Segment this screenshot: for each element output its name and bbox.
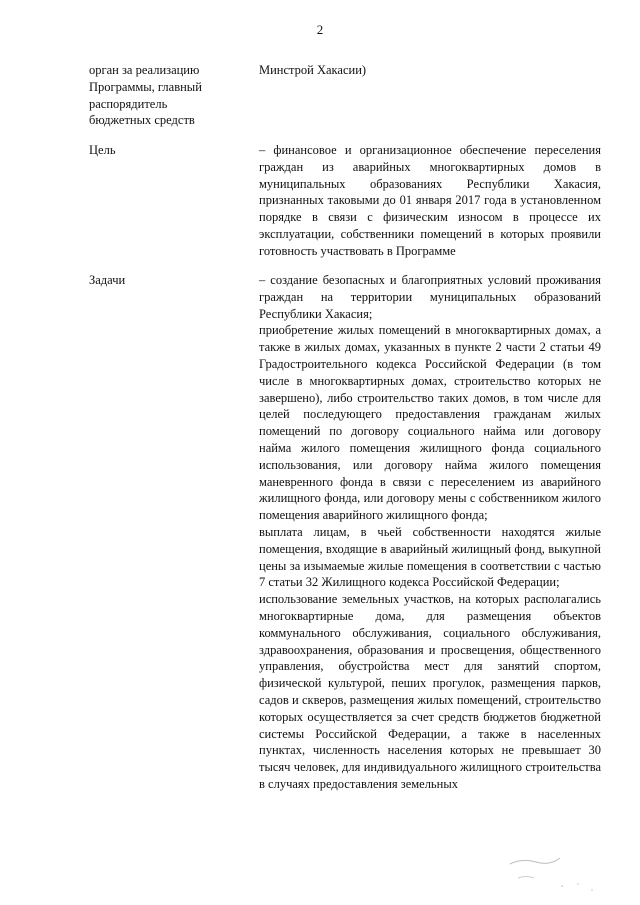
scan-marks [500,846,610,896]
tasks-label: Задачи [89,273,126,287]
task-item: – создание безопасных и благоприятных условий проживания граждан на территории муниципальных образований Республики Хакасия; [259,273,601,321]
tasks-value [259,272,601,793]
goal-value [259,142,601,260]
goal-label: Цель [89,143,116,157]
goal-value-text: – финансовое и организационное обеспечение переселения граждан из аварийных многоквартирных домов в муниципальных образованиях Республики Хакасия, признанных таковыми до 01 января 2017 года в установленном порядке в связи с физическим износом в процессе их эксплуатации, собственники помещений в которых проявили готовность участвовать в Программе [259,143,601,258]
task-item: выплата лицам, в чьей собственности находятся жилые помещения, входящие в аварийный жилищный фонд, выкупной цены за изымаемые жилые помещения в соответствии с частью 7 статьи 32 Жилищного кодекса Российской Федерации; [259,524,601,590]
responsible-label: орган за реализацию Программы, главный распорядитель бюджетных средств [89,63,202,128]
task-item: приобретение жилых помещений в многоквартирных домах, а также в жилых домах, указанных в пункте 2 части 2 статьи 49 Градостроительного кодекса Российской Федерации (в том числе в многоквартирных домах, строительство которых не завершено), либо строительство таких домов, в том числе для целей последующего предоставления гражданам жилых помещений по договору социального найма или договору найма жилого помещения жилищного фонда социального использования, или договору найма жилого помещения маневренного фонда в связи с переселением из аварийного жилищного фонда, или договору мены с собственником жилого помещения аварийного жилищного фонда; [259,323,601,523]
page-number: 2 [316,22,324,37]
responsible-value [259,62,601,79]
responsible-value-text: Минстрой Хакасии) [259,63,367,77]
task-item: использование земельных участков, на которых располагались многоквартирные дома, для размещения объектов коммунального обслуживания, социального обслуживания, здравоохранения, образования и просвещения, общественного управления, обустройства мест для занятий спортом, физической культурой, пеших прогулок, размещения парков, садов и скверов, размещения жилых помещений, строительство которых осуществляется за счет средств бюджетов бюджетной системы Российской Федерации, а также в населенных пунктах, численность населения которых не превышает 30 тысяч человек, для индивидуального жилищного строительства в случаях предоставления земельных [259,592,601,791]
